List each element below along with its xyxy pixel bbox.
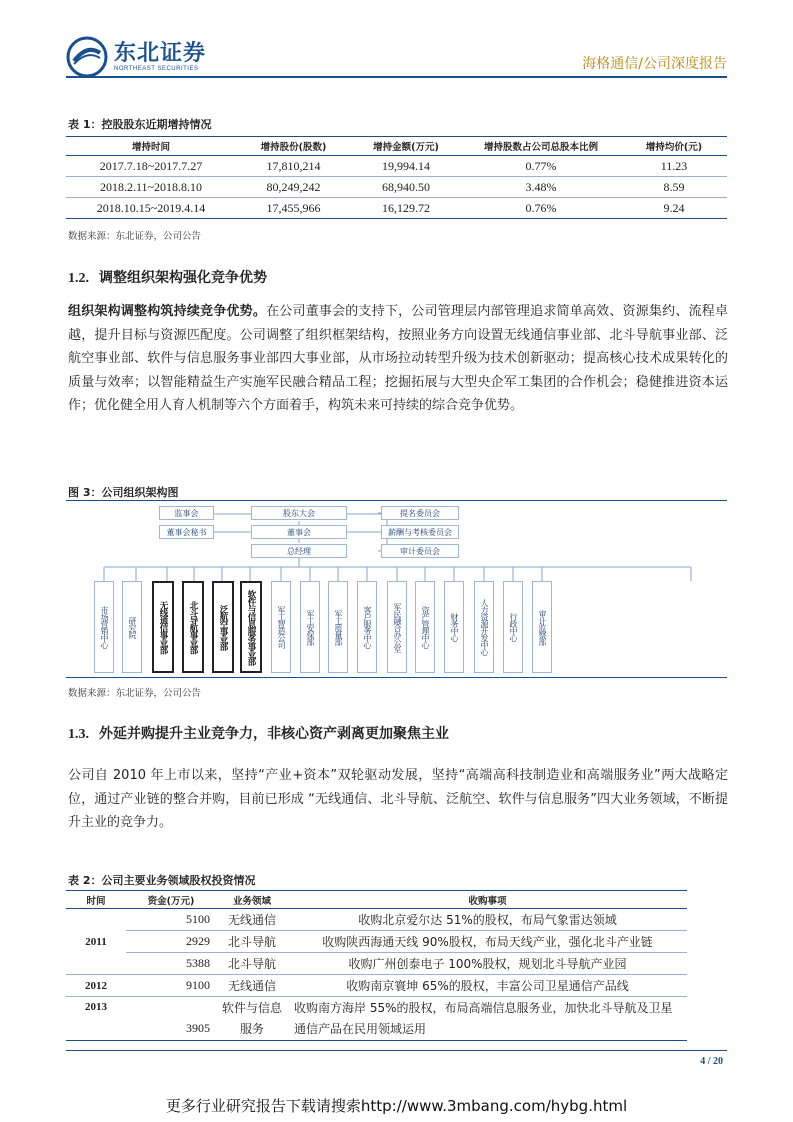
org-nomination-committee: 提名委员会 bbox=[381, 506, 459, 520]
section-1-3-paragraph: 公司自 2010 年上市以来，坚持“产业+资本”双轮驱动发展，坚持“高端高科技制造业和高端服务业”两大战略定位，通过产业链的整合并购，目前已形成 “无线通信、北斗导航、泛航空、软件与信息服务”四大业务领域，不断提升主业的竞争力。 bbox=[68, 768, 728, 830]
table-row bbox=[66, 909, 687, 931]
org-supervisory-board: 监事会 bbox=[159, 506, 214, 520]
figure3-source: 数据来源：东北证券，公司公告 bbox=[68, 688, 202, 699]
table-cell: 0.77% bbox=[461, 156, 621, 177]
table-cell-amount: 5100 bbox=[126, 909, 216, 931]
table-row bbox=[66, 931, 687, 953]
table1-caption: 表 1：控股股东近期增持情况 bbox=[68, 118, 212, 131]
table-cell-year: 2011 bbox=[66, 909, 126, 975]
header-divider bbox=[66, 76, 727, 78]
table-cell: 16,129.72 bbox=[351, 198, 461, 219]
table-cell: 17,455,966 bbox=[236, 198, 351, 219]
table-cell-field: 北斗导航 bbox=[216, 931, 288, 953]
org-department: 审计监察部 bbox=[532, 581, 552, 673]
logo-chinese-name: 东北证券 bbox=[114, 41, 207, 66]
org-shareholders-meeting: 股东大会 bbox=[251, 506, 347, 520]
table-cell-amount: 3905 bbox=[126, 997, 216, 1041]
section-heading-1-2 bbox=[68, 267, 267, 287]
table-header-row bbox=[66, 891, 687, 909]
org-department: 人力资源开发中心 bbox=[474, 581, 494, 673]
table-row bbox=[66, 198, 727, 219]
org-division-highlight: 软件与信息服务事业部 bbox=[240, 581, 262, 673]
section-number: 1.3. bbox=[68, 727, 89, 742]
column-header: 时间 bbox=[66, 891, 126, 909]
org-department: 资产管理中心 bbox=[415, 581, 435, 673]
org-department: 研究院 bbox=[122, 581, 142, 673]
table-row bbox=[66, 975, 687, 997]
table-cell-year: 2012 bbox=[66, 975, 126, 997]
table-cell: 0.76% bbox=[461, 198, 621, 219]
logo-english-name: NORTHEAST SECURITIES bbox=[114, 66, 199, 72]
org-department: 军工智造公司 bbox=[271, 581, 291, 673]
equity-investment-table bbox=[66, 890, 687, 1041]
table-cell: 17,810,214 bbox=[236, 156, 351, 177]
column-header: 增持均价(元) bbox=[621, 137, 727, 156]
paragraph-body: 在公司董事会的支持下，公司管理层内部管理追求简单高效、资源集约、流程卓越，提升目标与资源匹配度。公司调整了组织框架结构，按照业务方向设置无线通信事业部、北斗导航事业部、泛航空事业部、软件与信息服务事业部四大事业部，从市场拉动转型升级为技术创新驱动；提高核心技术成果转化的质量与效率；以智能精益生产实施军民融合精品工程；挖掘拓展与大型央企军工集团的合作机会；稳健推进资本运作；优化健全用人育人机制等六个方面着手，构筑未来可持续的综合竞争优势。 bbox=[68, 304, 728, 413]
table-cell-field: 软件与信息服务 bbox=[216, 997, 288, 1041]
table-cell: 2018.10.15~2019.4.14 bbox=[66, 198, 236, 219]
table-cell-item: 收购南方海岸 55%的股权，布局高端信息服务业，加快北斗导航及卫星通信产品在民用领域运用 bbox=[288, 997, 687, 1041]
table-cell-year: 2013 bbox=[66, 997, 126, 1041]
column-header: 增持股数占公司总股本比例 bbox=[461, 137, 621, 156]
table-cell: 9.24 bbox=[621, 198, 727, 219]
org-compensation-committee: 薪酬与考核委员会 bbox=[381, 525, 459, 539]
org-department: 财务中心 bbox=[444, 581, 464, 673]
section-1-2-paragraph bbox=[68, 300, 728, 418]
table-cell: 80,249,242 bbox=[236, 177, 351, 198]
column-header: 资金(万元) bbox=[126, 891, 216, 909]
column-header: 业务领域 bbox=[216, 891, 288, 909]
org-chart bbox=[66, 500, 727, 678]
org-board-of-directors: 董事会 bbox=[251, 525, 347, 539]
org-division-highlight: 泛航空事业部 bbox=[212, 581, 234, 673]
column-header: 增持时间 bbox=[66, 137, 236, 156]
table-cell-amount: 5388 bbox=[126, 953, 216, 975]
table-row bbox=[66, 953, 687, 975]
org-audit-committee: 审计委员会 bbox=[381, 544, 459, 558]
table-cell-item: 收购广州创泰电子 100%股权，规划北斗导航产业园 bbox=[288, 953, 687, 975]
figure3-caption: 图 3：公司组织架构图 bbox=[68, 486, 179, 499]
table-cell-field: 无线通信 bbox=[216, 909, 288, 931]
table-cell-field: 北斗导航 bbox=[216, 953, 288, 975]
table-cell-item: 收购北京爱尔达 51%的股权，布局气象雷达领域 bbox=[288, 909, 687, 931]
section-title: 调整组织架构强化竞争优势 bbox=[99, 270, 267, 286]
column-header: 增持股份(股数) bbox=[236, 137, 351, 156]
table1-source: 数据来源：东北证券，公司公告 bbox=[68, 231, 202, 242]
table-cell: 8.59 bbox=[621, 177, 727, 198]
org-department: 军工安保部 bbox=[300, 581, 320, 673]
org-department: 客户服务中心 bbox=[357, 581, 377, 673]
table-row bbox=[66, 997, 687, 1041]
table-header-row bbox=[66, 137, 727, 156]
table-cell-field: 无线通信 bbox=[216, 975, 288, 997]
company-logo bbox=[66, 36, 206, 78]
paragraph-lead: 组织架构调整构筑持续竞争优势。 bbox=[68, 304, 267, 319]
org-department: 市场营销中心 bbox=[94, 581, 114, 673]
shareholding-increase-table bbox=[66, 136, 727, 219]
table-cell: 2018.2.11~2018.8.10 bbox=[66, 177, 236, 198]
table-cell: 68,940.50 bbox=[351, 177, 461, 198]
page-number: 4 / 20 bbox=[700, 1056, 723, 1067]
northeast-securities-logo-icon bbox=[66, 36, 108, 78]
org-board-secretary: 董事会秘书 bbox=[159, 525, 214, 539]
table-cell: 2017.7.18~2017.7.27 bbox=[66, 156, 236, 177]
column-header: 增持金额(万元) bbox=[351, 137, 461, 156]
org-general-manager: 总经理 bbox=[251, 544, 347, 558]
table-cell-amount: 2929 bbox=[126, 931, 216, 953]
table2-caption: 表 2：公司主要业务领域股权投资情况 bbox=[68, 874, 256, 887]
table-cell-item: 收购陕西海通天线 90%股权，布局天线产业，强化北斗产业链 bbox=[288, 931, 687, 953]
table-cell: 3.48% bbox=[461, 177, 621, 198]
section-heading-1-3 bbox=[68, 723, 449, 743]
org-department: 行政中心 bbox=[503, 581, 523, 673]
table-cell: 11.23 bbox=[621, 156, 727, 177]
org-division-highlight: 北斗导航事业部 bbox=[182, 581, 204, 673]
org-division-highlight: 无线通信事业部 bbox=[152, 581, 174, 673]
download-footer-note: 更多行业研究报告下载请搜索http://www.3mbang.com/hybg.html bbox=[165, 1097, 628, 1115]
section-title: 外延并购提升主业竞争力，非核心资产剥离更加聚焦主业 bbox=[99, 726, 449, 742]
section-number: 1.2. bbox=[68, 271, 89, 286]
org-department: 军民融合办公室 bbox=[387, 581, 407, 673]
table-cell-item: 收购南京寰坤 65%的股权，丰富公司卫星通信产品线 bbox=[288, 975, 687, 997]
table-row bbox=[66, 177, 727, 198]
column-header: 收购事项 bbox=[288, 891, 687, 909]
org-department: 军工质量部 bbox=[328, 581, 348, 673]
table-row bbox=[66, 156, 727, 177]
footer-divider bbox=[66, 1050, 727, 1051]
table-cell: 19,994.14 bbox=[351, 156, 461, 177]
report-header-title: 海格通信/公司深度报告 bbox=[582, 56, 727, 72]
table-cell-amount: 9100 bbox=[126, 975, 216, 997]
